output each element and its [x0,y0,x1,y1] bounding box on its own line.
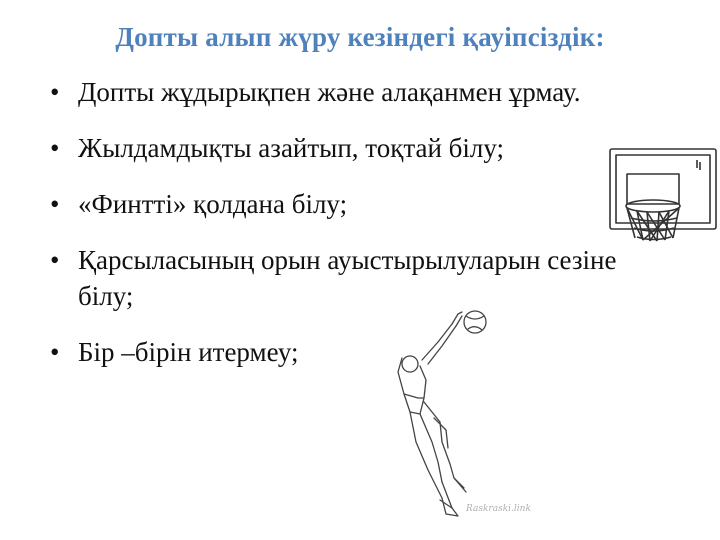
basketball-hoop-icon [607,146,719,251]
bullet-list [48,74,688,390]
bullet-text: Қарсыласының орын ауыстырылуларын сезіне білу; [78,245,617,311]
bullet-dot: • [50,189,60,219]
bullet-item [48,130,688,166]
bullet-text: Бір –бірін итермеу; [78,337,299,367]
bullet-dot: • [50,337,60,367]
bullet-dot: • [50,245,60,275]
bullet-text: Жылдамдықты азайтып, тоқтай білу; [78,133,505,163]
bullet-item [48,74,688,110]
bullet-item [48,242,688,314]
bullet-item [48,334,688,370]
bullet-dot: • [50,133,60,163]
watermark: Raskraski.link [466,504,531,514]
slide-title: Допты алып жүру кезіндегі қауіпсіздік: [115,22,605,52]
basketball-player-shooting-icon [380,302,500,527]
bullet-text: «Финтті» қолдана білу; [78,189,348,219]
bullet-text: Допты жұдырықпен және алақанмен ұрмау. [78,77,581,107]
bullet-dot: • [50,77,60,107]
bullet-item [48,186,688,222]
